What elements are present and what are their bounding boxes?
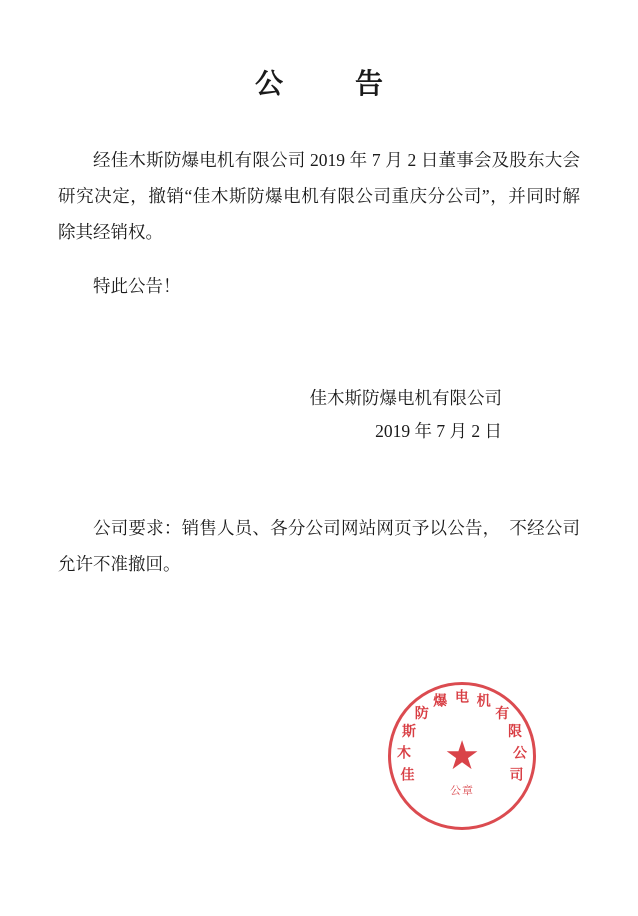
- announcement-body: [58, 142, 580, 304]
- footer-note: [58, 510, 580, 582]
- document-page: [0, 62, 638, 916]
- page-title: 公 告: [254, 69, 405, 100]
- signature-date: 2019 年 7 月 2 日: [375, 421, 502, 441]
- company-seal-icon: [388, 682, 536, 830]
- body-paragraph-2: 特此公告！: [93, 276, 181, 296]
- footer-paragraph-1: 公司要求：销售人员、各分公司网站网页予以公告， 不经公司允许不准撤回。: [58, 518, 580, 574]
- signature-company: 佳木斯防爆电机有限公司: [309, 388, 502, 408]
- seal-outer-ring: [388, 682, 536, 830]
- seal-arc-text: 佳 木 斯 防 爆 电 机 有 限 公 司: [397, 690, 527, 784]
- body-paragraph-1: 经佳木斯防爆电机有限公司 2019 年 7 月 2 日董事会及股东大会研究决定，撤销“佳木斯防爆电机有限公司重庆分公司”，并同时解除其经销权。: [58, 150, 580, 242]
- star-icon: ★: [444, 733, 480, 778]
- seal-bottom-text: 公章: [450, 785, 474, 797]
